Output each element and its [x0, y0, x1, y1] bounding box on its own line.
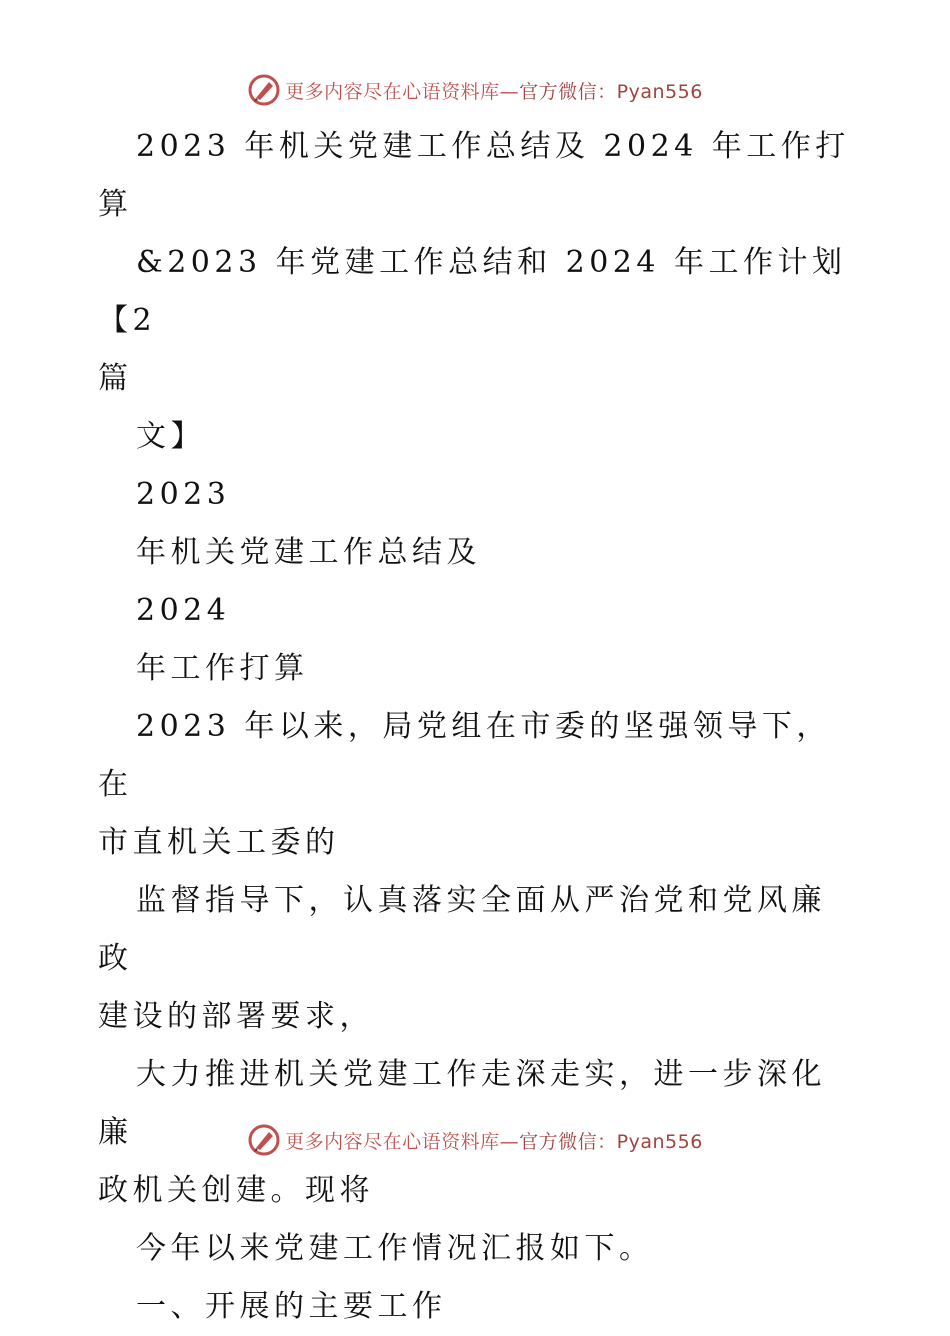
subtitle-line: 2023	[136, 477, 231, 512]
banner-text	[285, 77, 703, 104]
doc-title-line-2-wrap: 篇	[98, 361, 133, 396]
section-heading-1: 一、开展的主要工作	[136, 1289, 447, 1324]
header-watermark-banner	[0, 70, 950, 110]
doc-title-line-1: 2023 年机关党建工作总结及 2024 年工作打算	[98, 129, 850, 222]
subtitle-line: 2024	[136, 593, 231, 628]
paragraph-3-line-2: 政机关创建。现将	[98, 1173, 374, 1208]
paragraph-1-line-1: 2023 年以来，局党组在市委的坚强领导下，在	[98, 709, 831, 802]
paragraph-1-line-2: 市直机关工委的	[98, 825, 340, 860]
subtitle-line: 年工作打算	[136, 651, 309, 686]
paragraph-4: 今年以来党建工作情况汇报如下。	[136, 1231, 654, 1266]
subtitle-line: 年机关党建工作总结及	[136, 535, 481, 570]
banner-wechat-text: 官方微信：Pyan556	[519, 80, 703, 103]
banner-wechat-text: 官方微信：Pyan556	[519, 1130, 703, 1153]
pen-logo-icon	[247, 73, 281, 107]
banner-main-text: 更多内容尽在心语资料库—	[285, 1130, 520, 1153]
footer-watermark-banner	[0, 1120, 950, 1160]
paragraph-3-line-1: 大力推进机关党建工作走深走实，进一步深化廉	[98, 1057, 826, 1150]
doc-title-line-3: 文】	[136, 419, 205, 454]
banner-text	[285, 1127, 703, 1154]
doc-title-line-2: &2023 年党建工作总结和 2024 年工作计划【2	[98, 245, 847, 338]
paragraph-2-line-1: 监督指导下，认真落实全面从严治党和党风廉政	[98, 883, 826, 976]
paragraph-2-line-2: 建设的部署要求，	[98, 999, 374, 1034]
banner-main-text: 更多内容尽在心语资料库—	[285, 80, 520, 103]
pen-logo-icon	[247, 1123, 281, 1157]
